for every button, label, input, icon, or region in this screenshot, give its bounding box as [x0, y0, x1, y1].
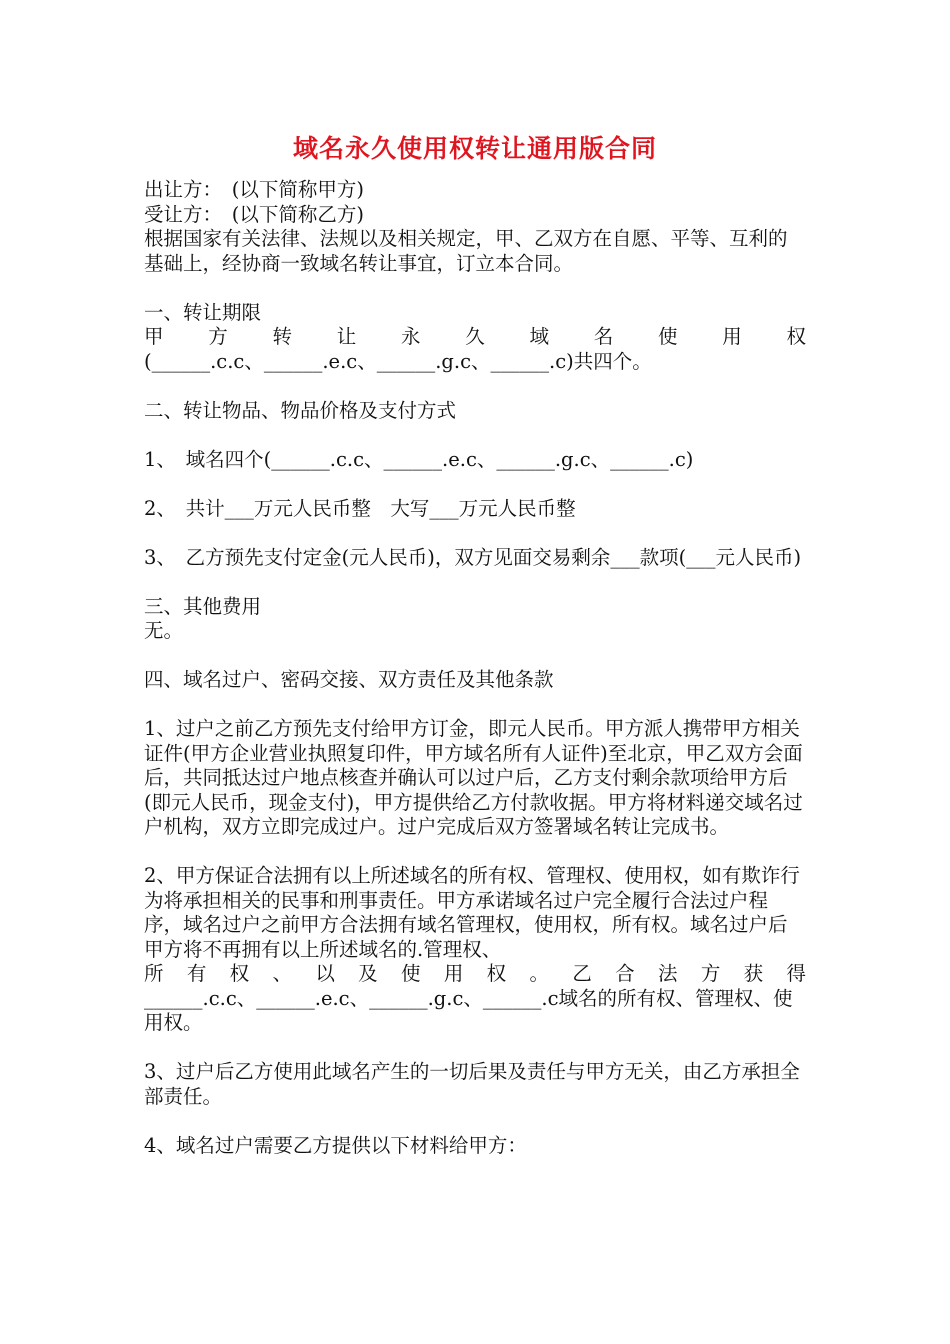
- section-4-item-2-part-2: 所有权、以及使用权。乙合法方获得: [144, 962, 806, 985]
- section-1-heading: 一、转让期限: [144, 300, 262, 324]
- section-4-item-3: 3、过户后乙方使用此域名产生的一切后果及责任与甲方无关，由乙方承担全部责任。: [144, 1060, 800, 1108]
- spacer: [144, 1109, 806, 1134]
- spacer: [144, 472, 806, 497]
- section-3-body: 无。: [144, 619, 184, 642]
- section-3-heading: 三、其他费用: [144, 594, 262, 618]
- section-4-item-2-part-1: 2、甲方保证合法拥有以上所述域名的所有权、管理权、使用权，如有欺诈行为将承担相关的民事和刑事责任。甲方承诺域名过户完全履行合法过户程序，域名过户之前甲方合法拥有域名管理权，使用权，所有权。域名过户后甲方将不再拥有以上所述域名的.管理权、: [144, 864, 800, 961]
- document-title: 域名永久使用权转让通用版合同: [292, 134, 657, 163]
- section-4-item-2-part-3: ______.c.c、______.e.c、______.g.c、______.c域名的所有权、管理权、使用权。: [144, 986, 793, 1034]
- spacer: [144, 644, 806, 669]
- section-4-item-1: 1、过户之前乙方预先支付给甲方订金，即元人民币。甲方派人携带甲方相关证件(甲方企业营业执照复印件，甲方域名所有人证件)至北京，甲乙双方会面后，共同抵达过户地点核查并确认可以过户后，乙方支付剩余款项给甲方后(即元人民币，现金支付)，甲方提供给乙方付款收据。甲方将材料递交域名过户机构，双方立即完成过户。过户完成后双方签署域名转让完成书。: [144, 717, 803, 838]
- section-2-item-1: 1、 域名四个(______.c.c、______.e.c、______.g.c、______.c): [144, 447, 694, 471]
- section-4-heading: 四、域名过户、密码交接、双方责任及其他条款: [144, 668, 554, 691]
- section-1-line-1: 甲方转让永久域名使用权: [144, 325, 806, 348]
- party-a-line: 出让方： (以下简称甲方): [144, 178, 364, 201]
- section-2-heading: 二、转让物品、物品价格及支付方式: [144, 398, 457, 422]
- spacer: [144, 374, 806, 399]
- section-1-line-2: (______.c.c、______.e.c、______.g.c、______.c)共四个。: [144, 349, 652, 373]
- section-2-item-3: 3、 乙方预先支付定金(元人民币)，双方见面交易剩余___款项(___元人民币): [144, 545, 802, 569]
- preamble-paragraph: 根据国家有关法律、法规以及相关规定，甲、乙双方在自愿、平等、互利的基础上，经协商一致域名转让事宜，订立本合同。: [144, 227, 788, 275]
- party-b-line: 受让方： (以下简称乙方): [144, 202, 364, 226]
- spacer: [144, 840, 806, 865]
- section-4-item-4: 4、域名过户需要乙方提供以下材料给甲方：: [144, 1133, 527, 1157]
- section-2-item-2: 2、 共计___万元人民币整 大写___万元人民币整: [144, 496, 576, 520]
- spacer: [144, 1036, 806, 1061]
- spacer: [144, 570, 806, 595]
- spacer: [144, 693, 806, 718]
- spacer: [144, 423, 806, 448]
- spacer: [144, 521, 806, 546]
- spacer: [144, 276, 806, 301]
